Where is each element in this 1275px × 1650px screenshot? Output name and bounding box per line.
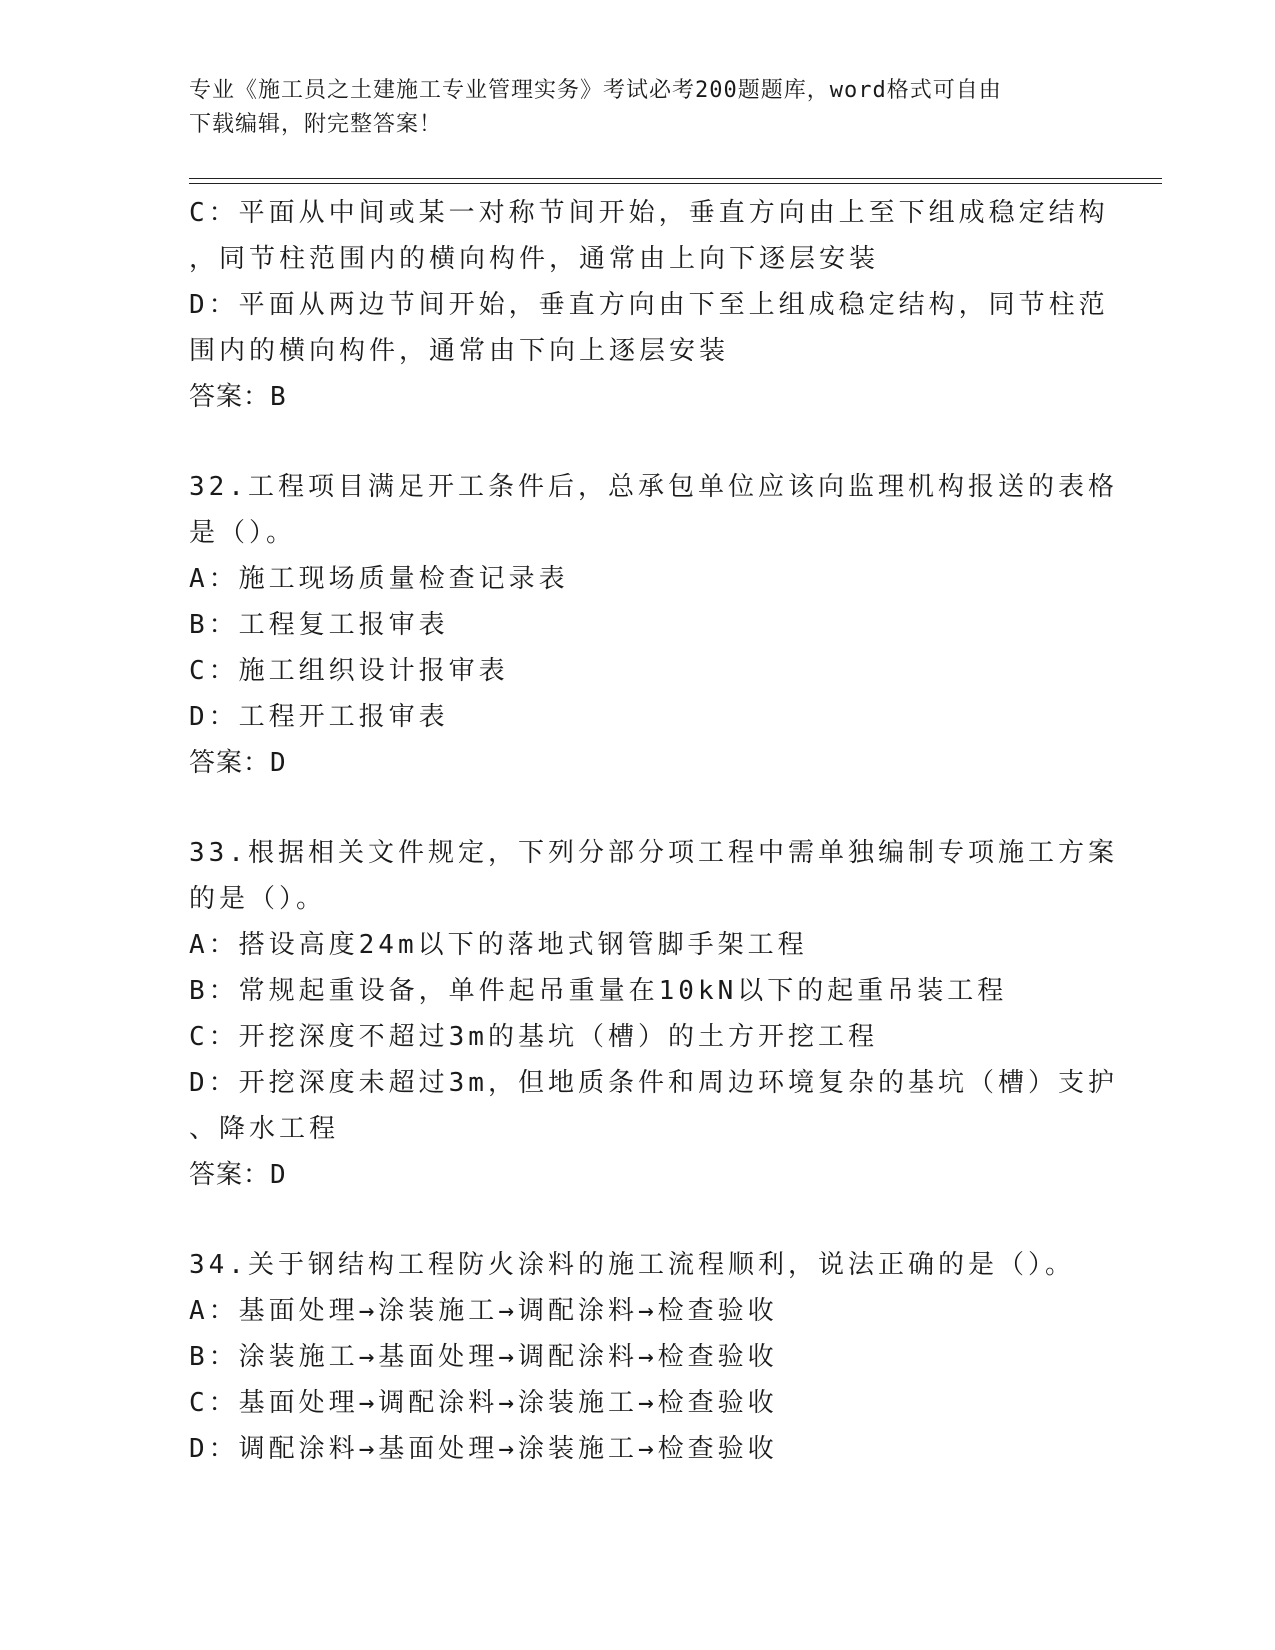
question-stem-line-1: 33.根据相关文件规定，下列分部分项工程中需单独编制专项施工方案	[189, 838, 1118, 868]
question-32	[189, 464, 1118, 786]
header-divider-top	[189, 178, 1162, 179]
option-c: C：施工组织设计报审表	[189, 656, 509, 686]
option-b: B：工程复工报审表	[189, 610, 449, 640]
header-line-1: 专业《施工员之土建施工专业管理实务》考试必考200题题库，word格式可自由	[189, 78, 1002, 103]
option-d: D：工程开工报审表	[189, 702, 449, 732]
option-d: D：调配涂料→基面处理→涂装施工→检查验收	[189, 1434, 778, 1464]
option-a: A：施工现场质量检查记录表	[189, 564, 569, 594]
question-content	[189, 190, 1118, 1472]
option-b: B：涂装施工→基面处理→调配涂料→检查验收	[189, 1342, 778, 1372]
question-stem-line-2: 是（）。	[189, 518, 297, 548]
question-34	[189, 1242, 1099, 1472]
option-d-line-2: 、降水工程	[189, 1114, 340, 1144]
option-a: A：基面处理→涂装施工→调配涂料→检查验收	[189, 1296, 778, 1326]
option-c-line-2: ，同节柱范围内的横向构件，通常由上向下逐层安装	[189, 244, 880, 274]
option-a: A：搭设高度24m以下的落地式钢管脚手架工程	[189, 930, 808, 960]
option-d-line-2: 围内的横向构件，通常由下向上逐层安装	[189, 336, 730, 366]
option-b: B：常规起重设备，单件起吊重量在10kN以下的起重吊装工程	[189, 976, 1008, 1006]
header-line-2: 下载编辑，附完整答案！	[189, 112, 443, 137]
question-stem-line-1: 34.关于钢结构工程防火涂料的施工流程顺利，说法正确的是（）。	[189, 1250, 1075, 1280]
option-c-line-1: C：平面从中间或某一对称节间开始，垂直方向由上至下组成稳定结构	[189, 198, 1109, 228]
header-divider-bottom	[189, 183, 1162, 184]
option-d: D：开挖深度未超过3m，但地质条件和周边环境复杂的基坑（槽）支护	[189, 1068, 1118, 1098]
answer-33: 答案：D	[189, 1160, 287, 1190]
question-stem-line-2: 的是（）。	[189, 884, 327, 914]
question-stem-line-1: 32.工程项目满足开工条件后，总承包单位应该向监理机构报送的表格	[189, 472, 1118, 502]
option-c: C：开挖深度不超过3m的基坑（槽）的土方开挖工程	[189, 1022, 878, 1052]
document-header	[189, 74, 1089, 142]
question-31-tail	[189, 190, 1109, 420]
answer-31: 答案：B	[189, 382, 287, 412]
question-33	[189, 830, 1118, 1198]
answer-32: 答案：D	[189, 748, 287, 778]
option-d-line-1: D：平面从两边节间开始，垂直方向由下至上组成稳定结构，同节柱范	[189, 290, 1109, 320]
option-c: C：基面处理→调配涂料→涂装施工→检查验收	[189, 1388, 778, 1418]
